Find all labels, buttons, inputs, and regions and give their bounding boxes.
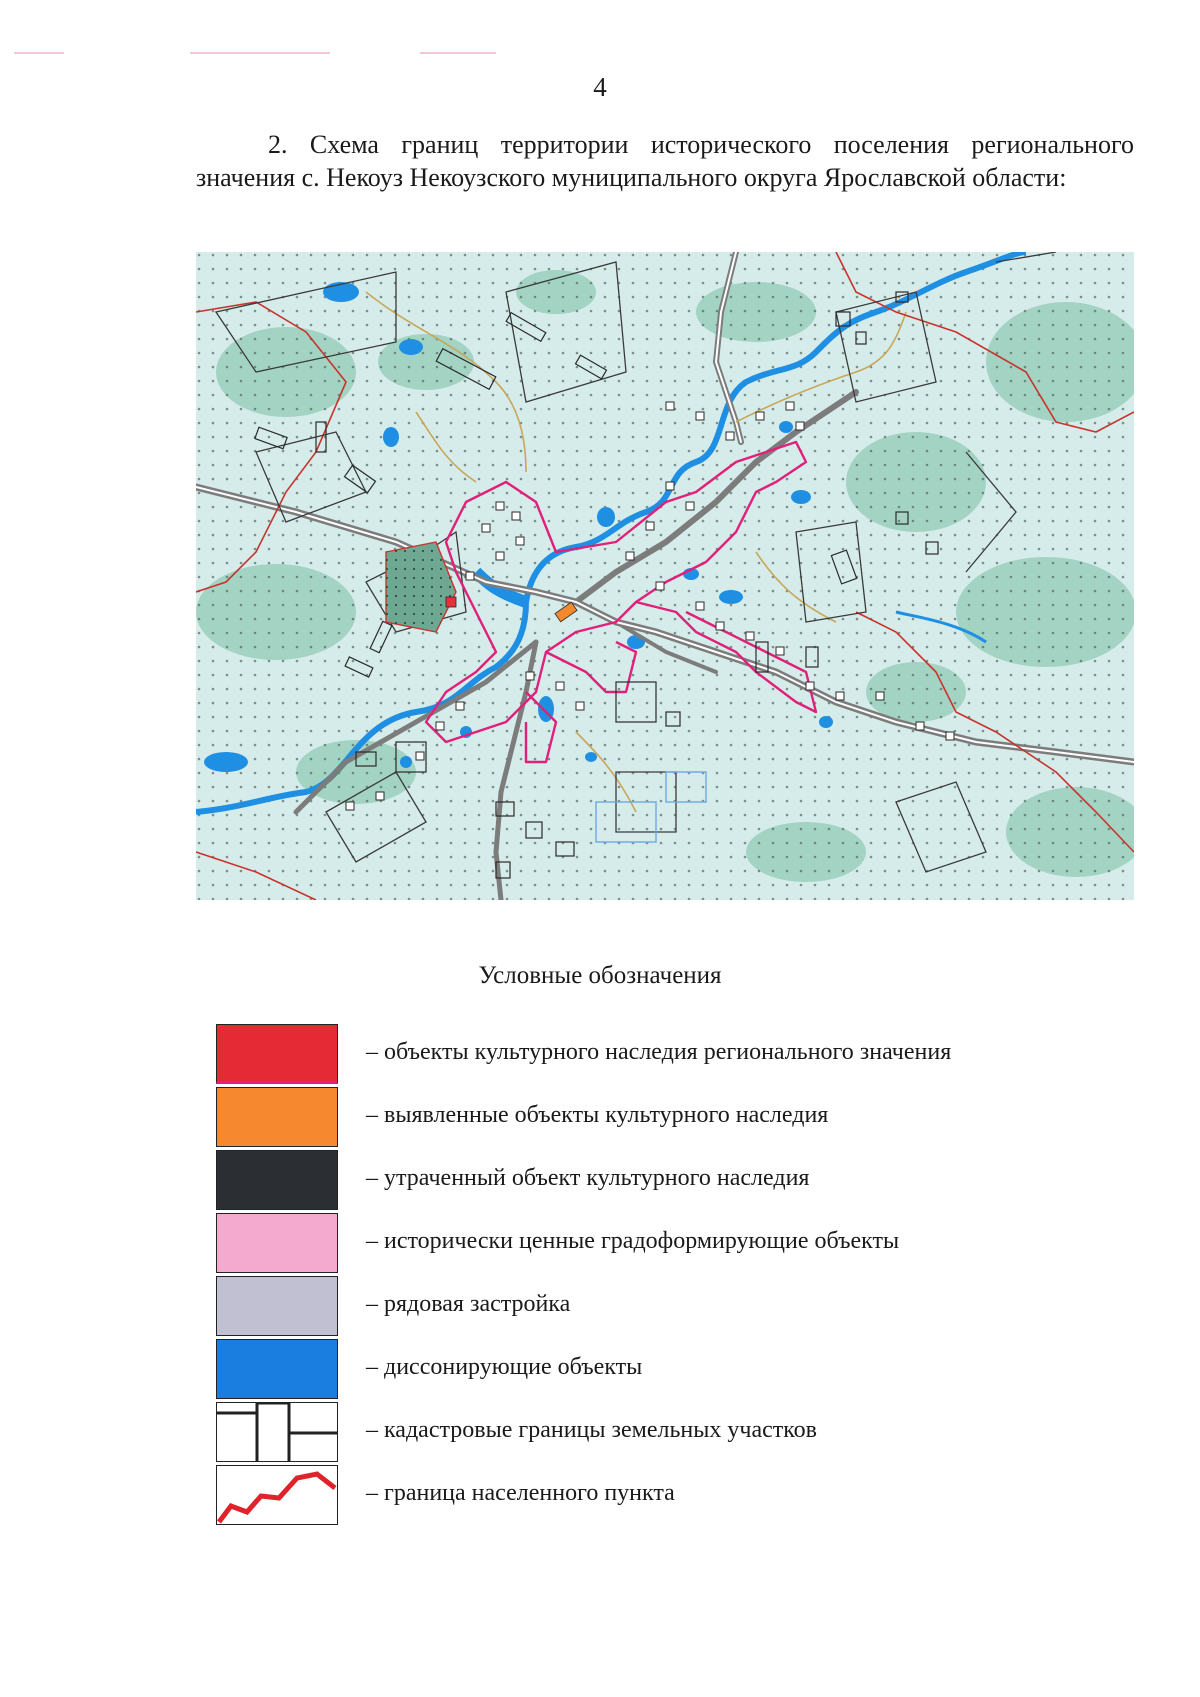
legend-label: – исторически ценные градоформирующие объекты — [366, 1228, 900, 1254]
legend-label: – граница населенного пункта — [366, 1480, 675, 1506]
orange-fill-swatch — [216, 1087, 338, 1147]
cadastral-lines-icon — [216, 1402, 338, 1462]
page-number: 4 — [593, 72, 607, 102]
legend-item — [216, 1276, 1156, 1340]
legend-label: – диссонирующие объекты — [366, 1354, 643, 1380]
legend-item — [216, 1465, 1156, 1529]
legend-item — [216, 1339, 1156, 1403]
legend-label: – утраченный объект культурного наследия — [366, 1165, 810, 1191]
scan-artifact-line — [190, 52, 330, 54]
settlement-boundary-map — [196, 252, 1134, 900]
scan-artifact-line — [14, 52, 64, 54]
settlement-boundary-line-icon — [216, 1465, 338, 1525]
pink-fill-swatch — [216, 1213, 338, 1273]
blue-fill-swatch — [216, 1339, 338, 1399]
legend-label: – объекты культурного наследия регионального значения — [366, 1039, 952, 1065]
legend-item — [216, 1024, 1156, 1088]
legend-item — [216, 1150, 1156, 1214]
scan-artifact-line — [420, 52, 496, 54]
legend-item — [216, 1213, 1156, 1277]
legend-label: – выявленные объекты культурного наследия — [366, 1102, 829, 1128]
legend-item — [216, 1087, 1156, 1151]
legend-item — [216, 1402, 1156, 1466]
vegetation-dot-texture — [196, 252, 1134, 900]
legend-label: – рядовая застройка — [366, 1291, 571, 1317]
document-heading: 2. Схема границ территории исторического поселения регионального значения с. Некоуз Некоузского муниципального округа Ярославской области: — [196, 130, 1134, 192]
black-fill-swatch — [216, 1150, 338, 1210]
legend-title: Условные обозначения — [478, 962, 722, 989]
grey-fill-swatch — [216, 1276, 338, 1336]
map-drawing — [196, 252, 1134, 900]
regional-heritage-object — [446, 597, 456, 607]
legend-label: – кадастровые границы земельных участков — [366, 1417, 818, 1443]
red-fill-swatch — [216, 1024, 338, 1084]
